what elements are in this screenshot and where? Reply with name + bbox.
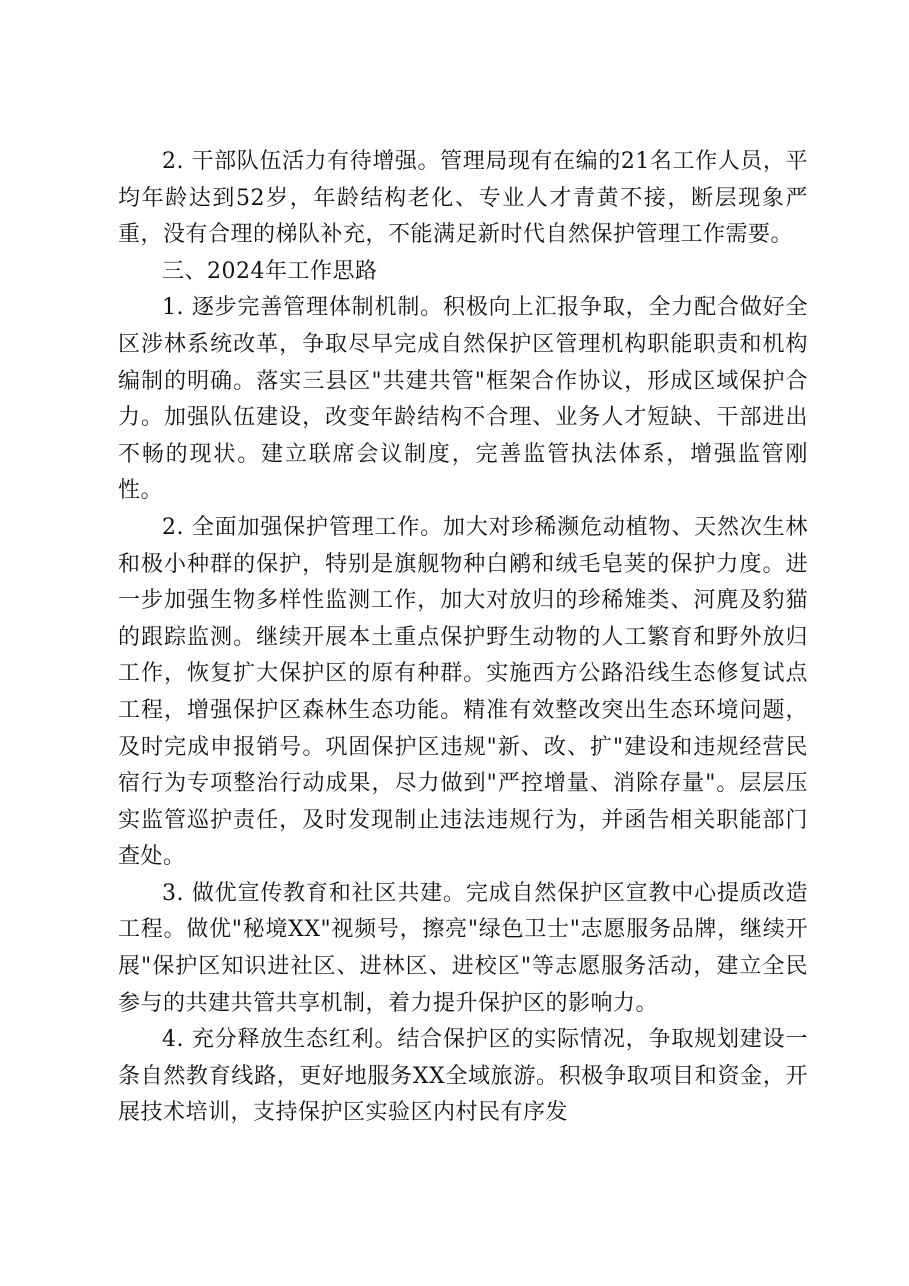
paragraph-management-system: 1. 逐步完善管理体制机制。积极向上汇报争取，全力配合做好全区涉林系统改革，争取尽早完成自然保护区管理机构职能职责和机构编制的明确。落实三县区"共建共管"框架合作协议，形成区域保护合力。加强队伍建设，改变年龄结构不合理、业务人才短缺、干部进出不畅的现状。建立联席会议制度，完善监管执法体系，增强监管刚性。 — [118, 295, 808, 504]
paragraph-protection-management: 2. 全面加强保护管理工作。加大对珍稀濒危动植物、天然次生林和极小种群的保护，特别是旗舰物种白鹇和绒毛皂荚的保护力度。进一步加强生物多样性监测工作，加大对放归的珍稀雉类、河麂及豹猫的跟踪监测。继续开展本土重点保护野生动物的人工繁育和野外放归工作，恢复扩大保护区的原有种群。实施西方公路沿线生态修复试点工程，增强保护区森林生态功能。精准有效整改突出生态环境问题，及时完成申报销号。巩固保护区违规"新、改、扩"建设和违规经营民宿行为专项整治行动成果，尽力做到"严控增量、消除存量"。层层压实监管巡护责任，及时发现制止违法违规行为，并函告相关职能部门查处。 — [118, 514, 808, 870]
paragraph-cadre-team: 2. 干部队伍活力有待增强。管理局现有在编的21名工作人员，平均年龄达到52岁，年龄结构老化、专业人才青黄不接，断层现象严重，没有合理的梯队补充，不能满足新时代自然保护管理工作需要。 — [118, 149, 808, 248]
section-heading: 三、2024年工作思路 — [162, 258, 378, 284]
document-body — [118, 144, 808, 1132]
paragraph-publicity-education: 3. 做优宣传教育和社区共建。完成自然保护区宣教中心提质改造工程。做优"秘境XX"视频号，擦亮"绿色卫士"志愿服务品牌，继续开展"保护区知识进社区、进林区、进校区"等志愿服务活动，建立全民参与的共建共管共享机制，着力提升保护区的影响力。 — [118, 880, 808, 1016]
paragraph-ecological-dividend: 4. 充分释放生态红利。结合保护区的实际情况，争取规划建设一条自然教育线路，更好地服务XX全域旅游。积极争取项目和资金，开展技术培训，支持保护区实验区内村民有序发 — [118, 1027, 808, 1126]
